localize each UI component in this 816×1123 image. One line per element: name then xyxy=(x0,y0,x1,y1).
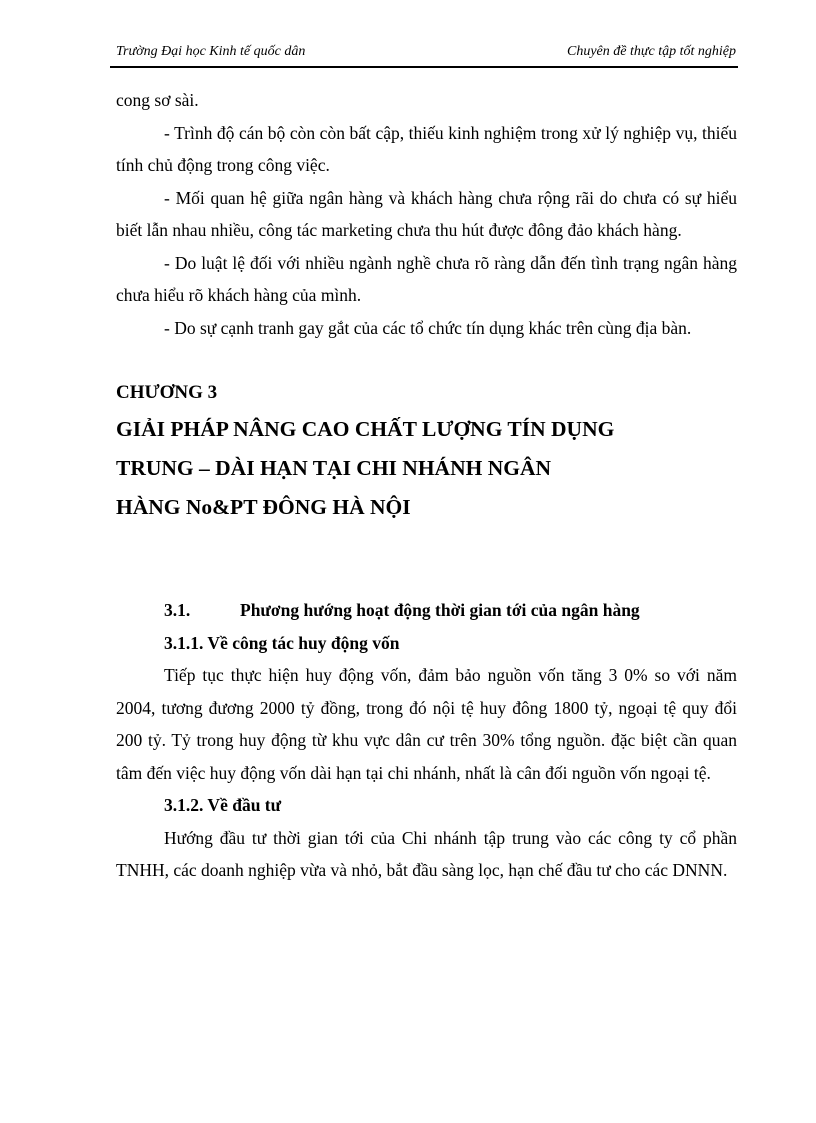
document-body xyxy=(116,84,737,887)
bullet-paragraph: - Do luật lệ đối với nhiều ngành nghề chưa rõ ràng dẫn đến tình trạng ngân hàng chưa hiểu rõ khách hàng của mình. xyxy=(116,252,737,305)
bullet-paragraph: - Do sự cạnh tranh gay gắt của các tổ chức tín dụng khác trên cùng địa bàn. xyxy=(164,317,692,338)
subsection-body-3-1-1: Tiếp tục thực hiện huy động vốn, đảm bảo nguồn vốn tăng 3 0% so với năm 2004, tương đương 2000 tỷ đồng, trong đó nội tệ huy đông 1800 tỷ, ngoại tệ quy đổi 200 tỷ. Tỷ trong huy động từ khu vực dân cư trên 30% tổng nguồn. đặc biệt cần quan tâm đến việc huy động vốn dài hạn tại chi nhánh, nhất là cân đối nguồn vốn ngoại tệ. xyxy=(116,665,737,783)
chapter-number: CHƯƠNG 3 xyxy=(116,382,218,403)
subsection-heading-3-1-1: 3.1.1. Về công tác huy động vốn xyxy=(164,632,400,653)
header-university: Trường Đại học Kinh tế quốc dân xyxy=(116,44,306,59)
subsection-body-3-1-2: Hướng đầu tư thời gian tới của Chi nhánh tập trung vào các công ty cổ phần TNHH, các doanh nghiệp vừa và nhỏ, bắt đầu sàng lọc, hạn chế đầu tư cho các DNNN. xyxy=(116,827,737,880)
header-divider xyxy=(110,66,738,68)
section-title: Phương hướng hoạt động thời gian tới của ngân hàng xyxy=(240,600,640,620)
header-report-title: Chuyên đề thực tập tốt nghiệp xyxy=(567,44,736,59)
bullet-paragraph: - Mối quan hệ giữa ngân hàng và khách hàng chưa rộng rãi do chưa có sự hiểu biết lẫn nhau nhiều, công tác marketing chưa thu hút được đông đảo khách hàng. xyxy=(116,187,737,240)
bullet-paragraph: - Trình độ cán bộ còn còn bất cập, thiếu kinh nghiệm trong xử lý nghiệp vụ, thiếu tính chủ động trong công việc. xyxy=(116,122,737,175)
section-heading-3-1 xyxy=(116,594,737,627)
chapter-title-line: GIẢI PHÁP NÂNG CAO CHẤT LƯỢNG TÍN DỤNG xyxy=(116,417,615,441)
page-header xyxy=(116,44,736,66)
subsection-heading-3-1-2: 3.1.2. Về đầu tư xyxy=(164,795,282,815)
paragraph-continuation: cong sơ sài. xyxy=(116,90,199,110)
section-number: 3.1. xyxy=(164,600,191,620)
chapter-title-line: TRUNG – DÀI HẠN TẠI CHI NHÁNH NGÂN xyxy=(116,456,552,480)
chapter-title-line: HÀNG No&PT ĐÔNG HÀ NỘI xyxy=(116,495,411,519)
